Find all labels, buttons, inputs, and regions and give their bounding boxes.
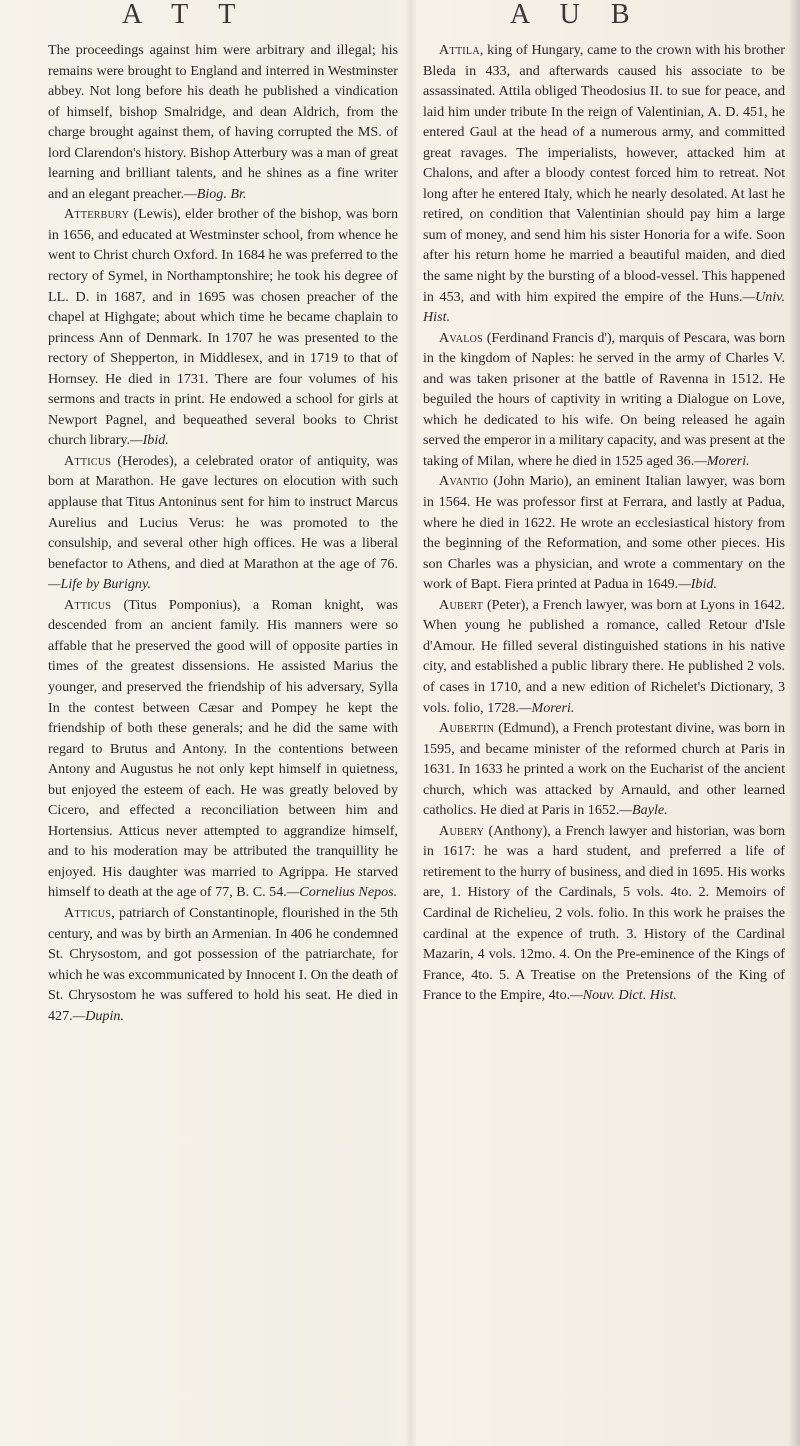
entry-headword: Atticus [64, 596, 112, 613]
entry-atticus-patriarch [48, 903, 398, 1026]
entry-source: —Moreri. [694, 452, 750, 469]
entry-text: (John Mario), an eminent Italian lawyer, was born in 1564. He was professor first at Ferrara, and lastly at Padua, where he died in 1622. He wrote an ecclesiastical history from the beginning of the Reformation, and some other pieces. His son Charles was a physician, and wrote a commentary on the work of Bapt. Fiera printed at Padua in 1649. [423, 473, 785, 593]
entry-text: (Anthony), a French lawyer and historian, was born in 1617: he was a hard student, and preferred a life of retirement to the hurry of business, and died in 1695. His works are, 1. History of the Cardinals, 5 vols. 4to. 2. Memoirs of Cardinal de Richelieu, 2 vols. folio. In this work he praises the cardinal at the expence of truth. 3. History of the Cardinal Mazarin, 4 vols. 12mo. 4. On the Pre-eminence of the Kings of France, 4to. 5. A Treatise on the Pretensions of the King of France to the Empire, 4to. [423, 822, 785, 1004]
left-column [48, 40, 398, 1430]
entry-aubery [423, 821, 785, 1006]
entry-headword: Avalos [439, 329, 484, 346]
entry-text: , king of Hungary, came to the crown with his brother Bleda in 433, and afterwards caused his associate to be assassinated. Attila obliged Theodosius II. to sue for peace, and laid him under tribute In the reign of Valentinian, A. D. 451, he entered Gaul at the head of a numerous army, and committed great ravages. The imperialists, however, attacked him at Chalons, and after a bloody contest forced him to retreat. Not long after he entered Italy, which he nearly desolated. At last he retired, on condition that Valentinian should pay him a large sum of money, and send him his sister Honoria for a wife. Soon after his return home he married a beautiful maiden, and died the same night by the bursting of a blood-vessel. This happened in 453, and with him expired the empire of the Huns. [423, 42, 785, 305]
entry-source: —Ibid. [130, 432, 169, 449]
entry-source: —Cornelius Nepos. [286, 884, 398, 901]
entry-headword: Aubertin [439, 720, 495, 737]
entry-headword: Attila [439, 42, 480, 58]
entry-atterbury-francis-continuation [48, 40, 398, 204]
entry-source: —Nouv. Dict. Hist. [570, 987, 677, 1004]
running-header [0, 0, 800, 32]
entry-headword: Aubery [439, 822, 485, 839]
entry-source: —Biog. Br. [184, 185, 247, 202]
left-running-head: A T T [122, 0, 248, 30]
entry-atticus-herodes [48, 451, 398, 595]
entry-attila [423, 40, 785, 328]
page-gutter [406, 0, 416, 1446]
entry-text: The proceedings against him were arbitrary and illegal; his remains were brought to England and interred in Westminster abbey. Not long before his death he published a vindication of himself, bishop Smalridge, and dean Aldrich, from the charge brought against them, of having corrupted the MS. of lord Clarendon's history. Bishop Atterbury was a man of great learning and brilliant talents, and he shines as a fine writer and an elegant preacher. [48, 42, 398, 202]
entry-text: (Peter), a French lawyer, was born at Lyons in 1642. When young he published a romance, called Retour d'Isle d'Amour. He filled several distinguished stations in his native city, and established a public library there. He published 2 vols. of cases in 1710, and a new edition of Richelet's Dictionary, 3 vols. folio, 1728. [423, 596, 785, 716]
entry-headword: Atterbury [64, 206, 130, 223]
entry-source: —Life by Burigny. [48, 576, 151, 593]
right-running-head: A U B [510, 0, 642, 30]
entry-source: —Bayle. [619, 802, 668, 819]
entry-text: (Lewis), elder brother of the bishop, was born in 1656, and educated at Westminster school, from whence he went to Christ church Oxford. In 1684 he was preferred to the rectory of Symel, in Northamptonshire; he took his degree of LL. D. in 1687, and in 1695 was chosen preacher of the chapel at Highgate; about which time he became chaplain to princess Ann of Denmark. In 1707 he was presented to the rectory of Shepperton, in Middlesex, and in 1719 to that of Hornsey. He died in 1731. There are four volumes of his sermons and tracts in print. He endowed a school for girls at Newport Pagnel, and bequeathed several books to Christ church library. [48, 206, 398, 449]
entry-atterbury-lewis [48, 204, 398, 451]
entry-source: —Moreri. [518, 699, 575, 716]
entry-source: —Univ. Hist. [423, 288, 785, 326]
entry-avantio [423, 471, 785, 594]
page-edge-shadow [788, 0, 800, 1446]
entry-text: (Titus Pomponius), a Roman knight, was descended from an ancient family. His manners were so affable that he preserved the good will of opposite parties in times of the greatest dissensions. He assisted Marius the younger, and preserved the friendship of his adversary, Sylla In the contest between Cæsar and Pompey he kept the friendship of both these generals; and he did the same with regard to Brutus and Antony. In the contentions between Antony and Augustus he not only kept himself in quietness, but enjoyed the esteem of each. He was greatly beloved by Cicero, and effected a reconciliation between him and Hortensius. Atticus never attempted to aggrandize himself, and to his moderation may be attributed the tranquillity he enjoyed. His daughter was married to Agrippa. He starved himself to death at the age of 77, B. C. 54. [48, 596, 398, 901]
entry-headword: Aubert [439, 596, 484, 613]
right-column [423, 40, 785, 1430]
entry-source: —Ibid. [678, 576, 717, 593]
entry-text: , patriarch of Constantinople, flourished in the 5th century, and was by birth an Armenian. In 406 he condemned St. Chrysostom, and got possession of the patriarchate, for which he was excommunicated by Innocent I. On the death of St. Chrysostom he was suffered to hold his seat. He died in 427. [48, 904, 398, 1024]
entry-headword: Atticus [64, 904, 112, 921]
entry-headword: Avantio [439, 473, 489, 490]
entry-aubert [423, 595, 785, 718]
entry-source: —Dupin. [72, 1007, 124, 1024]
entry-atticus-titus-pomponius [48, 595, 398, 903]
entry-avalos [423, 328, 785, 472]
entry-headword: Atticus [64, 452, 112, 469]
entry-text: (Herodes), a celebrated orator of antiquity, was born at Marathon. He gave lectures on elocution with such applause that Titus Antoninus sent for him to instruct Marcus Aurelius and Lucius Verus: he was promoted to the consulship, and several other high offices. He was a liberal benefactor to Athens, and died at Marathon at the age of 76. [48, 452, 398, 572]
entry-aubertin [423, 718, 785, 821]
entry-text: (Ferdinand Francis d'), marquis of Pescara, was born in the kingdom of Naples: he served in the army of Charles V. and was taken prisoner at the battle of Ravenna in 1512. He beguiled the hours of captivity in writing a Dialogue on Love, which he dedicated to his wife. On being released he again served the emperor in a military capacity, and was present at the taking of Milan, where he died in 1525 aged 36. [423, 329, 785, 469]
entry-text: (Edmund), a French protestant divine, was born in 1595, and became minister of the reformed church at Paris in 1631. In 1633 he printed a work on the Eucharist of the ancient church, which was attacked by Arnauld, and other learned catholics. He died at Paris in 1652. [423, 720, 785, 819]
